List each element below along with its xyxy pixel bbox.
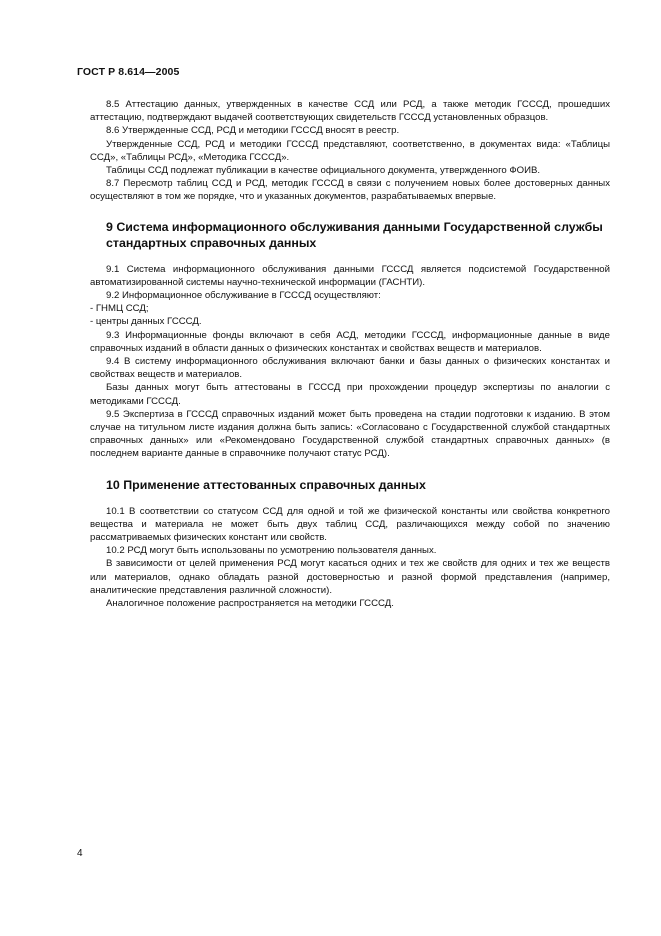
document-body [90,98,610,610]
paragraph-8-6-forms: Утвержденные ССД, РСД и методики ГСССД представляют, соответственно, в документах вида: «Таблицы ССД», «Таблицы РСД», «Методика ГСССД». [90,138,610,163]
paragraph-9-5: 9.5 Экспертиза в ГСССД справочных изданий может быть проведена на стадии подготовки к изданию. В этом случае на титульном листе издания должна быть запись: «Согласовано с Государственной службой стандартных справочных данных» или «Рекомендовано Государственной службой стандартных справочных данных» (в последнем варианте данные в справочнике получают статус РСД). [90,408,610,460]
list-item-data-centers: - центры данных ГСССД. [90,316,202,328]
paragraph-8-5: 8.5 Аттестацию данных, утвержденных в качестве ССД или РСД, а также методик ГСССД, прошедших аттестацию, подтверждают выдачей соответствующих свидетельств ГСССД установленных образцов. [90,99,610,124]
paragraph-10-2-purpose: В зависимости от целей применения РСД могут касаться одних и тех же свойств для одних и тех же веществ или материалов, однако обладать разной достоверностью и разной формой представления (например, аналитические представления различной сложности). [90,558,610,596]
list-item-gnmc: - ГНМЦ ССД; [90,303,149,315]
section-9-heading: 9 Система информационного обслуживания данными Государственной службы стандартных справочных данных [106,219,603,250]
paragraph-10-2: 10.2 РСД могут быть использованы по усмотрению пользователя данных. [106,545,437,557]
document-code-header: ГОСТ Р 8.614—2005 [77,66,180,78]
paragraph-10-2-methods: Аналогичное положение распространяется на методики ГСССД. [106,598,394,610]
section-10-heading: 10 Применение аттестованных справочных данных [106,477,426,492]
paragraph-9-4-databases: Базы данных могут быть аттестованы в ГСССД при прохождении процедур экспертизы по аналогии с методиками ГСССД. [90,382,610,407]
page-number: 4 [77,848,83,859]
paragraph-9-3: 9.3 Информационные фонды включают в себя АСД, методики ГСССД, информационные данные в виде справочных изданий в области данных о физических константах и свойствах веществ и материалов. [90,329,610,354]
paragraph-8-6: 8.6 Утвержденные ССД, РСД и методики ГСССД вносят в реестр. [106,125,400,137]
paragraph-9-2: 9.2 Информационное обслуживание в ГСССД осуществляют: [106,290,381,302]
paragraph-8-7: 8.7 Пересмотр таблиц ССД и РСД, методик ГСССД в связи с получением новых более достоверных данных осуществляют в том же порядке, что и указанных документов, разрабатываемых впервые. [90,178,610,203]
paragraph-9-4: 9.4 В систему информационного обслуживания включают банки и базы данных о физических константах и свойствах веществ и материалов. [90,356,610,381]
paragraph-9-1: 9.1 Система информационного обслуживания данными ГСССД является подсистемой Государственной автоматизированной системы научно-технической информации (ГАСНТИ). [90,263,610,288]
paragraph-10-1: 10.1 В соответствии со статусом ССД для одной и той же физической константы или свойства конкретного вещества и материала не может быть двух таблиц ССД, различающихся между собой по значению рассматриваемых физических констант или свойств. [90,505,610,544]
paragraph-8-6-publication: Таблицы ССД подлежат публикации в качестве официального документа, утвержденного ФОИВ. [106,165,541,177]
